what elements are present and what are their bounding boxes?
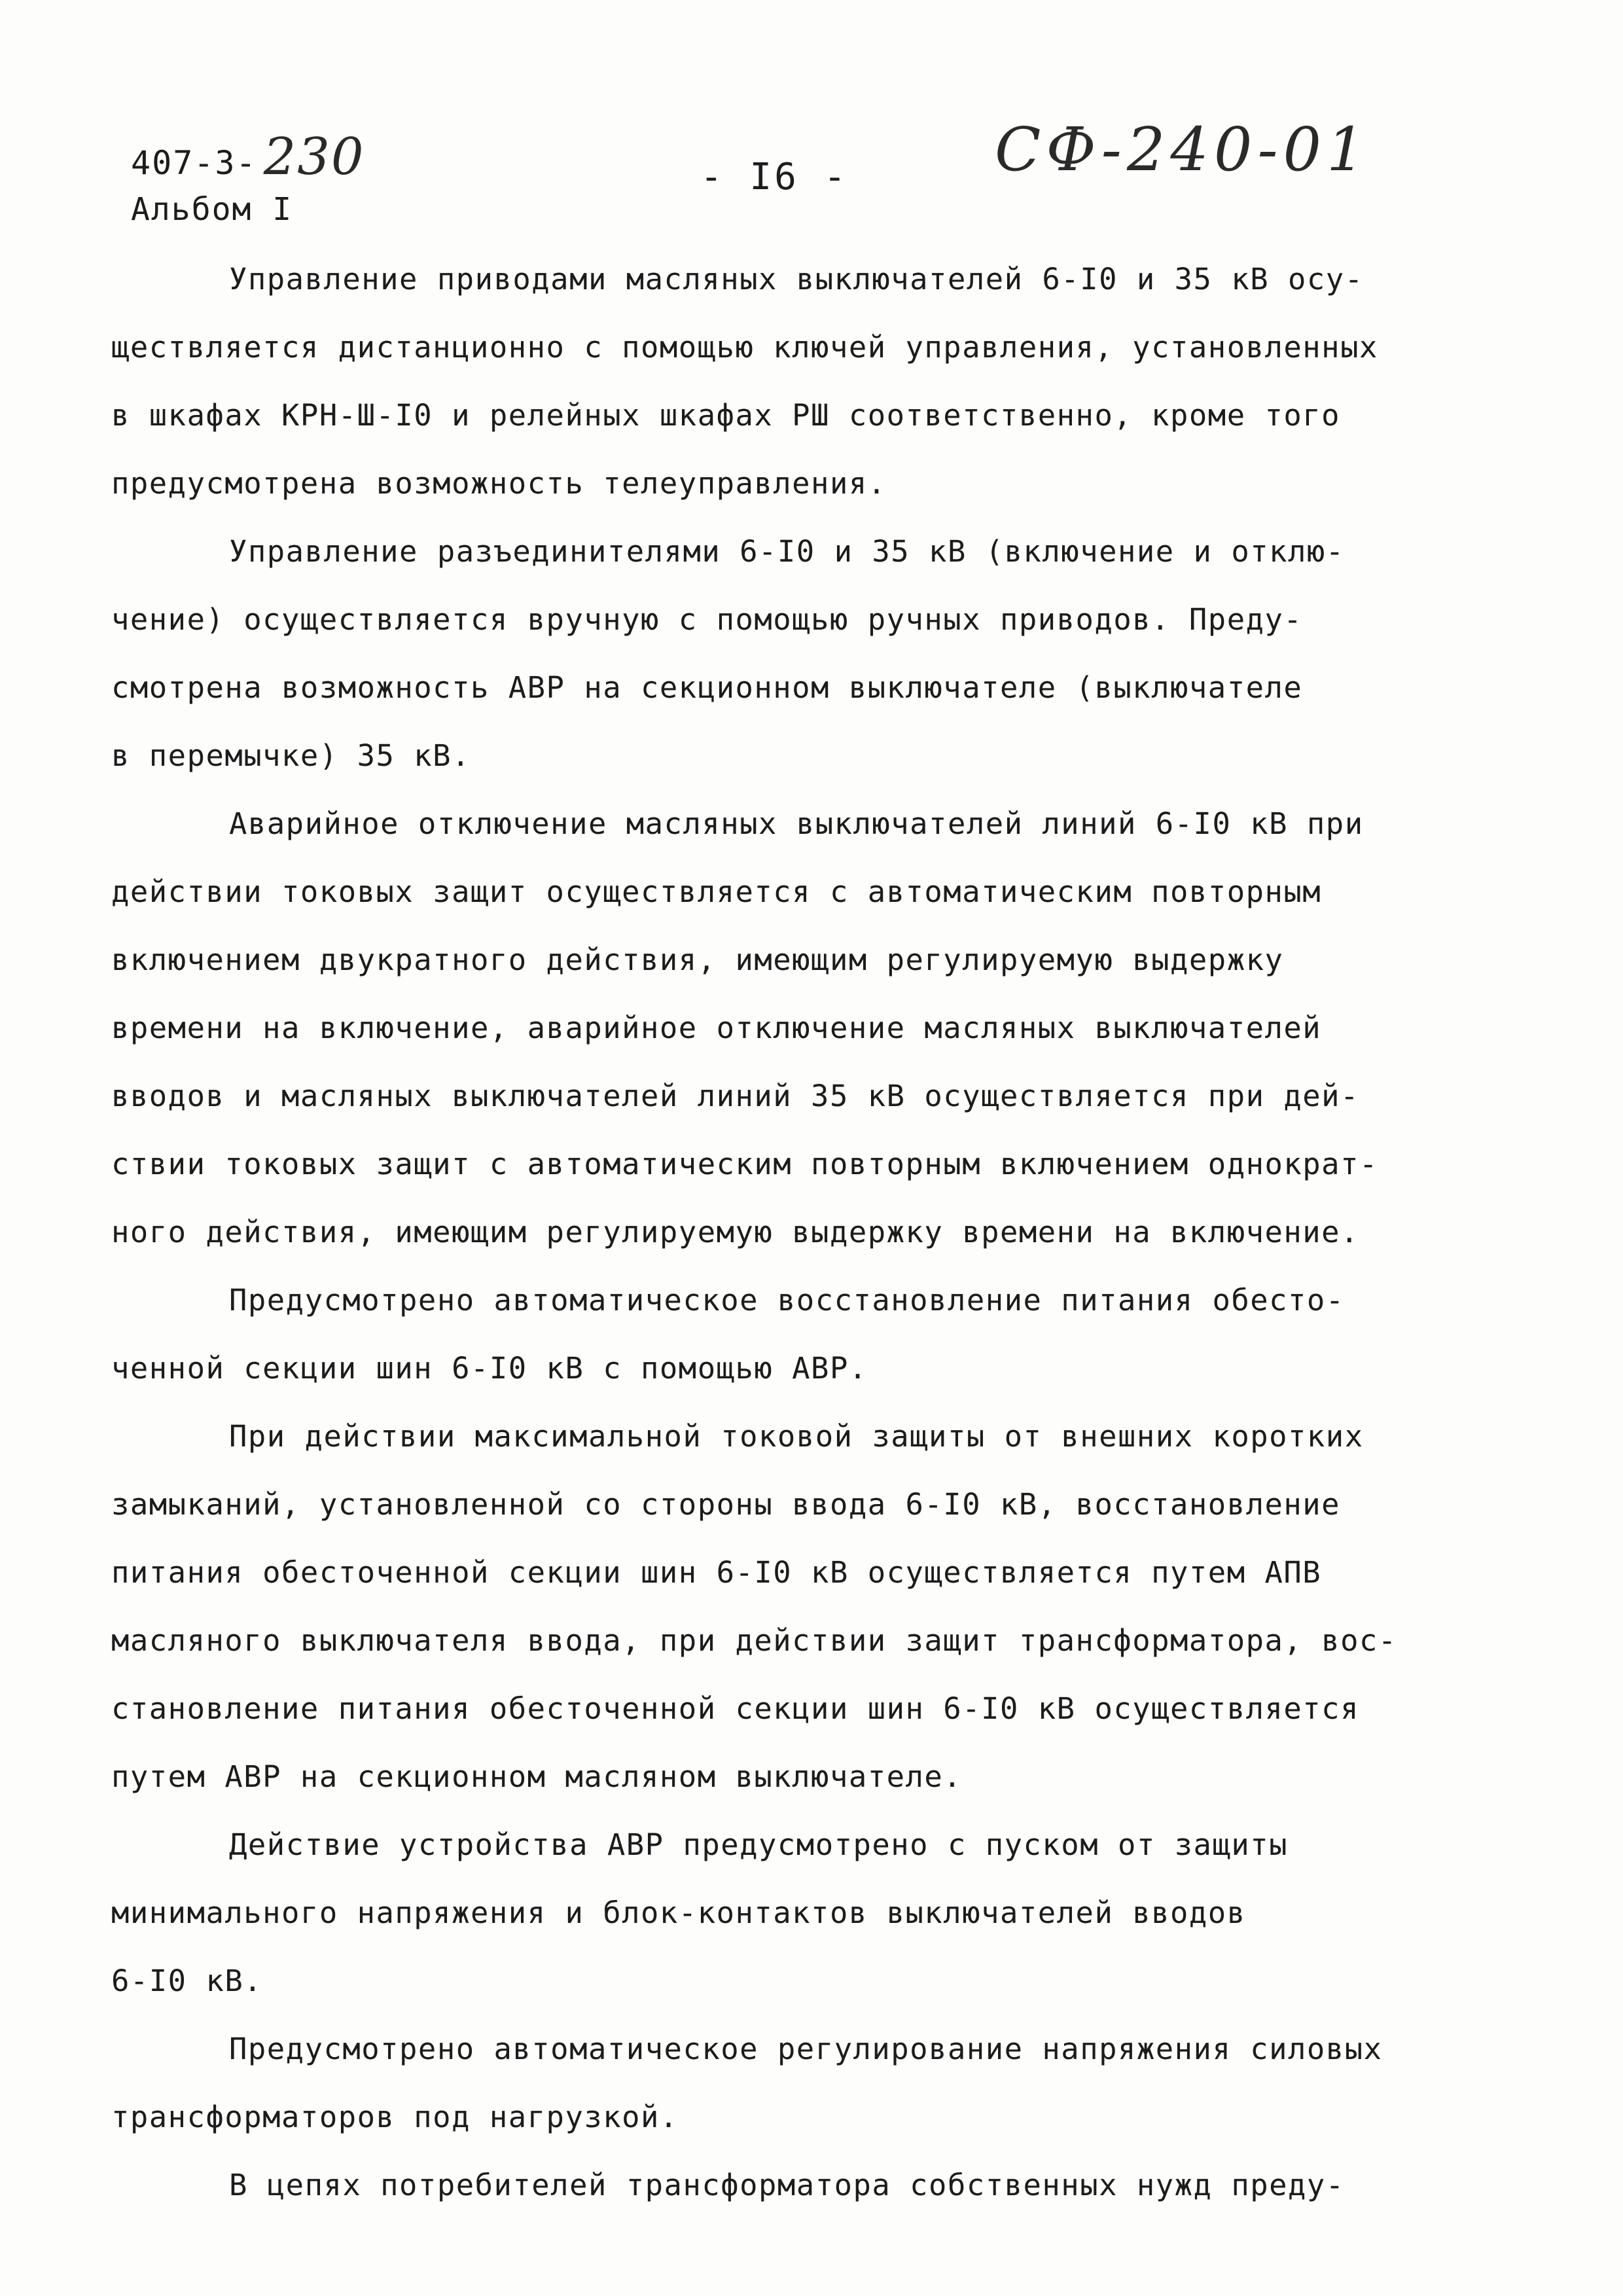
project-code-handwritten-number: 230 <box>263 128 365 187</box>
project-code <box>131 128 365 187</box>
body-text <box>111 245 1538 2219</box>
text-line: действии токовых защит осуществляется с автоматическим повторным <box>111 874 1322 909</box>
text-line: включением двукратного действия, имеющим регулируемую выдержку <box>111 942 1284 977</box>
text-line: ченной секции шин 6-I0 кВ с помощью АВР. <box>111 1351 868 1386</box>
text-line: При действии максимальной токовой защиты от внешних коротких <box>229 1419 1364 1454</box>
text-line: смотрена возможность АВР на секционном выключателе (выключателе <box>111 670 1303 705</box>
text-line: масляного выключателя ввода, при действии защит трансформатора, вос- <box>111 1623 1397 1658</box>
project-code-prefix: 407-3- <box>131 144 257 182</box>
text-line: в шкафах КРН-Ш-I0 и релейных шкафах РШ соответственно, кроме того <box>111 398 1341 433</box>
text-line: предусмотрена возможность телеуправления. <box>111 466 887 501</box>
text-line: ществляется дистанционно с помощью ключей управления, установленных <box>111 330 1378 365</box>
text-line: трансформаторов под нагрузкой. <box>111 2100 679 2134</box>
album-label: Альбом I <box>131 191 293 228</box>
page-number: - I6 - <box>700 156 849 198</box>
handwritten-document-code: СФ-240-01 <box>995 115 1370 185</box>
text-line: вводов и масляных выключателей линий 35 кВ осуществляется при дей- <box>111 1079 1359 1113</box>
text-line: ного действия, имеющим регулируемую выдержку времени на включение. <box>111 1215 1359 1249</box>
text-line: путем АВР на секционном масляном выключателе. <box>111 1759 963 1794</box>
text-line: Аварийное отключение масляных выключателей линий 6-I0 кВ при <box>229 806 1364 841</box>
text-line: чение) осуществляется вручную с помощью ручных приводов. Преду- <box>111 602 1303 637</box>
text-line: ствии токовых защит с автоматическим повторным включением однократ- <box>111 1147 1378 1181</box>
text-line: В цепях потребителей трансформатора собственных нужд преду- <box>229 2168 1345 2202</box>
text-line: Управление приводами масляных выключателей 6-I0 и 35 кВ осу- <box>229 262 1364 296</box>
text-line: питания обесточенной секции шин 6-I0 кВ осуществляется путем АПВ <box>111 1555 1322 1590</box>
text-line: минимального напряжения и блок-контактов выключателей вводов <box>111 1895 1246 1930</box>
text-line: времени на включение, аварийное отключение масляных выключателей <box>111 1011 1322 1045</box>
text-line: Управление разъединителями 6-I0 и 35 кВ (включение и отклю- <box>229 534 1345 569</box>
text-line: Предусмотрено автоматическое восстановление питания обесто- <box>229 1283 1345 1318</box>
text-line: Действие устройства АВР предусмотрено с пуском от защиты <box>229 1827 1289 1862</box>
text-line: 6-I0 кВ. <box>111 1964 263 1998</box>
text-line: Предусмотрено автоматическое регулирование напряжения силовых <box>229 2032 1383 2066</box>
text-line: замыканий, установленной со стороны ввода 6-I0 кВ, восстановление <box>111 1487 1341 1522</box>
text-line: в перемычке) 35 кВ. <box>111 738 471 773</box>
text-line: становление питания обесточенной секции шин 6-I0 кВ осуществляется <box>111 1691 1359 1726</box>
